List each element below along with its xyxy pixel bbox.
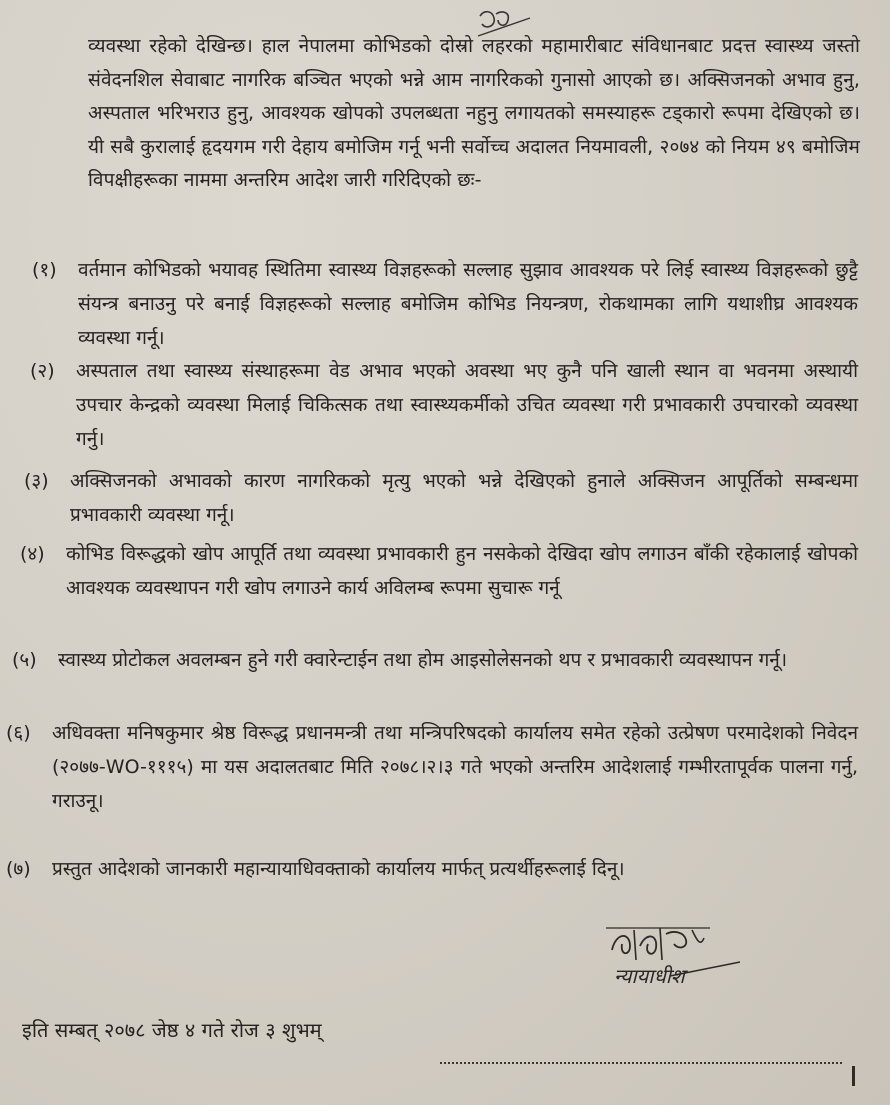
signature-block bbox=[600, 920, 750, 1000]
order-item-number: (६) bbox=[6, 722, 31, 744]
order-item-3 bbox=[24, 464, 858, 532]
intro-paragraph: व्यवस्था रहेको देखिन्छ। हाल नेपालमा कोभिडको दोस्रो लहरको महामारीबाट संविधानबाट प्रदत्त स्वास्थ्य जस्तो संवेदनशिल सेवाबाट नागरिक बञ्चित भएको भन्ने आम नागरिकको गुनासो आएको छ। अक्सिजनको अभाव हुनु, अस्पताल भरिभराउ हुनु, आवश्यक खोपको उपलब्धता नहुनु लगायतको समस्याहरू टड्कारो रूपमा देखिएको छ। यी सबै कुरालाई हृदयगम गरी देहाय बमोजिम गर्नू भनी सर्वोच्च अदालत नियमावली, २०७४ को नियम ४९ बमोजिम विपक्षीहरूका नाममा अन्तरिम आदेश जारी गरिदिएको छः- bbox=[88, 35, 860, 191]
order-item-text: अक्सिजनको अभावको कारण नागरिकको मृत्यु भएको भन्ने देखिएको हुनाले अक्सिजन आपूर्तिको सम्बन्धमा प्रभावकारी व्यवस्था गर्नू। bbox=[70, 470, 858, 526]
order-item-text: प्रस्तुत आदेशको जानकारी महान्यायाधिवक्ताको कार्यालय मार्फत् प्रत्यर्थीहरूलाई दिनू। bbox=[52, 858, 625, 880]
order-item-text: कोभिड विरूद्धको खोप आपूर्ति तथा व्यवस्था प्रभावकारी हुन नसकेको देखिदा खोप लगाउन बाँकी रहेकालाई खोपको आवश्यक व्यवस्थापन गरी खोप लगाउने कार्य अविलम्ब रूपमा सुचारू गर्नू bbox=[66, 543, 858, 599]
order-item-2 bbox=[30, 354, 858, 456]
order-item-7 bbox=[6, 852, 858, 886]
dotted-line bbox=[440, 1062, 842, 1064]
order-item-number: (३) bbox=[24, 470, 49, 492]
order-item-text: वर्तमान कोभिडको भयावह स्थितिमा स्वास्थ्य विज्ञहरूको सल्लाह सुझाव आवश्यक परे लिई स्वास्थ्य विज्ञहरूको छुट्टै संयन्त्र बनाउनु परे बनाई विज्ञहरूको सल्लाह बमोजिम कोभिड नियन्त्रण, रोकथामका लागि यथाशीघ्र आवश्यक व्यवस्था गर्नू। bbox=[78, 259, 858, 349]
order-item-1 bbox=[32, 253, 858, 355]
signature-title: न्यायाधीश bbox=[614, 964, 685, 988]
closing-line: इति सम्बत् २०७८ जेष्ठ ४ गते रोज ३ शुभम् bbox=[22, 1018, 322, 1042]
order-item-5 bbox=[12, 643, 858, 677]
order-item-text: अधिवक्ता मनिषकुमार श्रेष्ठ विरूद्ध प्रधानमन्त्री तथा मन्त्रिपरिषदको कार्यालय समेत रहेको उत्प्रेषण परमादेशको निवेदन (२०७७-WO-१११५) मा यस अदालतबाट मिति २०७८।२।३ गते भएको अन्तरिम आदेशलाई गम्भीरतापूर्वक पालना गर्नु, गराउनू। bbox=[52, 722, 858, 812]
order-item-number: (१) bbox=[32, 259, 57, 281]
end-mark bbox=[852, 1066, 855, 1086]
order-item-number: (२) bbox=[30, 360, 55, 382]
order-item-number: (७) bbox=[6, 858, 31, 880]
order-item-text: स्वास्थ्य प्रोटोकल अवलम्बन हुने गरी क्वारेन्टाईन तथा होम आइसोलेसनको थप र प्रभावकारी व्यवस्थापन गर्नू। bbox=[58, 649, 788, 671]
order-item-number: (५) bbox=[12, 649, 37, 671]
order-item-6 bbox=[6, 716, 858, 818]
order-item-number: (४) bbox=[20, 543, 45, 565]
order-item-4 bbox=[20, 537, 858, 605]
order-item-text: अस्पताल तथा स्वास्थ्य संस्थाहरूमा वेड अभाव भएको अवस्था भए कुनै पनि खाली स्थान वा भवनमा अस्थायी उपचार केन्द्रको व्यवस्था मिलाई चिकित्सक तथा स्वास्थ्यकर्मीको उचित व्यवस्था गरी प्रभावकारी उपचारको व्यवस्था गर्नु। bbox=[76, 360, 858, 450]
